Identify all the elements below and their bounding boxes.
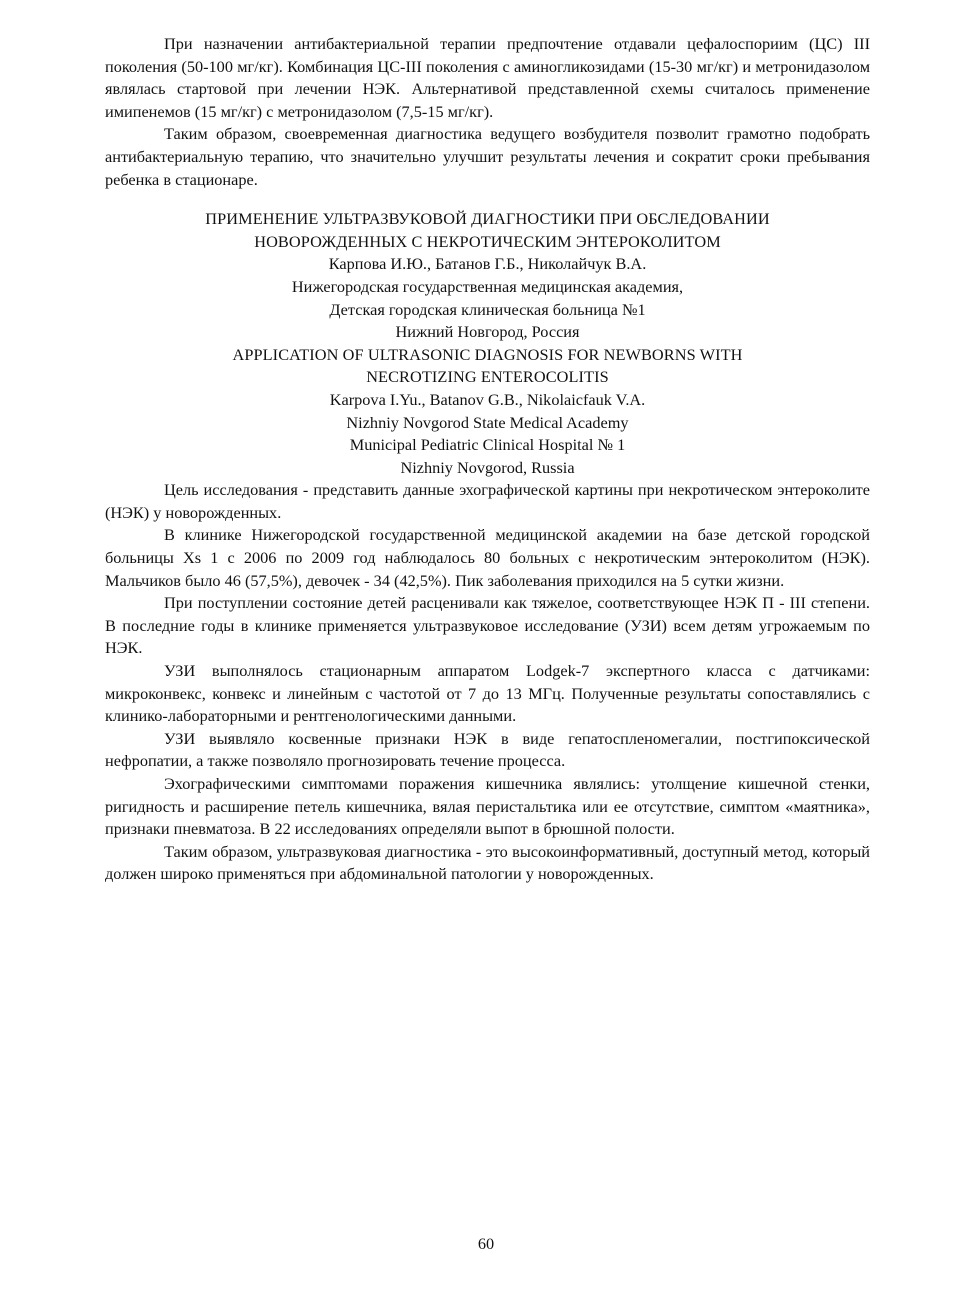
affiliation-en-1: Nizhniy Novgorod State Medical Academy	[346, 412, 629, 432]
affiliation-ru-1: Нижегородская государственная медицинская академия,	[291, 276, 684, 296]
section-spacer	[105, 191, 870, 208]
title-en-line-2: NECROTIZING ENTEROCOLITIS	[366, 367, 609, 387]
authors-en: Karpova I.Yu., Batanov G.B., Nikolaicfauk V.A.	[329, 389, 646, 409]
body-paragraph-equipment: УЗИ выполнялось стационарным аппаратом Lodgek-7 экспертного класса с датчиками: микроконвекс, конвекс и линейным с частотой от 7 до 13 МГц. Полученные результаты сопоставлялись с клинико-лабораторными и рентгенологическими данными.	[105, 661, 870, 726]
body-paragraph-cohort: В клинике Нижегородской государственной медицинской академии на базе детской городской больницы Xs 1 с 2006 по 2009 год наблюдалось 80 больных с некротическим энтероколитом (НЭК). Мальчиков было 46 (57,5%), девочек - 34 (42,5%). Пик заболевания приходился на 5 сутки жизни.	[105, 525, 870, 590]
affiliation-ru-2: Детская городская клиническая больница №1	[329, 299, 646, 319]
city-en: Nizhniy Novgorod, Russia	[400, 457, 575, 477]
document-page	[105, 33, 870, 886]
affiliation-en-2: Municipal Pediatric Clinical Hospital № 1	[349, 435, 626, 455]
body-paragraph-admission: При поступлении состояние детей расценивали как тяжелое, соответствующее НЭК П - III степени. В последние годы в клинике применяется ультразвуковое исследование (УЗИ) всем детям угрожаемым по НЭК.	[105, 593, 870, 658]
title-ru-line-1: ПРИМЕНЕНИЕ УЛЬТРАЗВУКОВОЙ ДИАГНОСТИКИ ПРИ ОБСЛЕДОВАНИИ	[205, 209, 770, 229]
body-paragraph-indirect-signs: УЗИ выявляло косвенные признаки НЭК в виде гепатоспленомегалии, постгипоксической нефропатии, а также позволяло прогнозировать течение процесса.	[105, 728, 870, 771]
city-ru: Нижний Новгород, Россия	[395, 322, 580, 342]
body-paragraph-aim: Цель исследования - представить данные эхографической картины при некротическом энтероколите (НЭК) у новорожденных.	[105, 480, 870, 522]
article-header-ru	[105, 208, 870, 344]
title-en-line-1: APPLICATION OF ULTRASONIC DIAGNOSIS FOR NEWBORNS WITH	[232, 344, 743, 364]
body-paragraph-symptoms: Эхографическими симптомами поражения кишечника являлись: утолщение кишечной стенки, ригидность и расширение петель кишечника, вялая перистальтика или ее отсутствие, симптом «маятника», признаки пневматоза. В 22 исследованиях определяли выпот в брюшной полости.	[105, 774, 870, 839]
intro-paragraph-1: При назначении антибактериальной терапии предпочтение отдавали цефалоспориим (ЦС) III поколения (50-100 мг/кг). Комбинация ЦС-III поколения с аминогликозидами (15-30 мг/кг) и метронидазолом являлась стартовой при лечении НЭК. Альтернативой представленной схемы считалось применение имипенемов (15 мг/кг) с метронидазолом (7,5-15 мг/кг).	[105, 34, 870, 121]
authors-ru: Карпова И.Ю., Батанов Г.Б., Николайчук В.А.	[328, 254, 647, 274]
page-number: 60	[477, 1234, 495, 1253]
body-paragraph-conclusion: Таким образом, ультразвуковая диагностика - это высокоинформативный, доступный метод, который должен широко применяться при абдоминальной патологии у новорожденных.	[105, 841, 870, 884]
article-header-en	[105, 344, 870, 480]
abstract-body	[105, 479, 870, 886]
title-ru-line-2: НОВОРОЖДЕННЫХ С НЕКРОТИЧЕСКИМ ЭНТЕРОКОЛИТОМ	[254, 231, 721, 251]
intro-paragraph-2: Таким образом, своевременная диагностика ведущего возбудителя позволит грамотно подобрать антибактериальную терапию, что значительно улучшит результаты лечения и сократит сроки пребывания ребенка в стационаре.	[105, 124, 870, 189]
